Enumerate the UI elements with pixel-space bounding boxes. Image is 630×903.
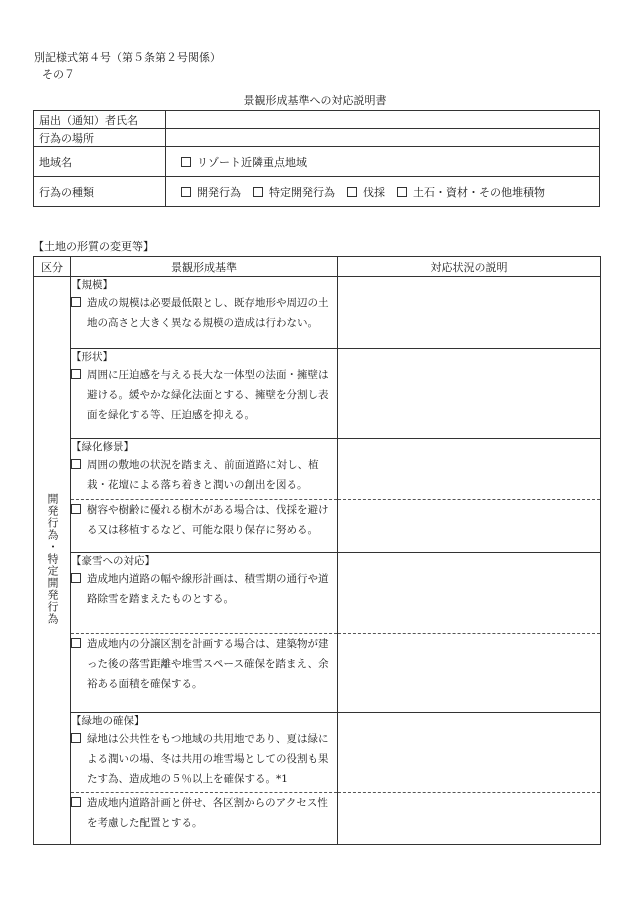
info-row-location	[34, 129, 600, 147]
checkbox[interactable]	[397, 187, 407, 197]
criteria-text: 樹容や樹齢に優れる樹木がある場合は、伐採を避ける又は移植するなど、可能な限り保存に努める。	[87, 504, 329, 536]
checkbox[interactable]	[181, 187, 191, 197]
kind-option-label: 開発行為	[197, 185, 241, 199]
location-label: 行為の場所	[34, 129, 166, 147]
section-title: 【土地の形質の変更等】	[33, 240, 154, 253]
checkbox[interactable]	[253, 187, 263, 197]
area-options	[166, 147, 600, 177]
response-cell[interactable]	[338, 793, 601, 845]
checkbox[interactable]	[71, 797, 81, 807]
area-label: 地域名	[34, 147, 166, 177]
criteria-item	[71, 365, 337, 425]
criteria-group-heading: 【規模】	[71, 279, 113, 291]
category-label: 開発行為・特定開発行為	[46, 493, 59, 625]
checkbox[interactable]	[71, 297, 81, 307]
location-field[interactable]	[166, 129, 600, 147]
applicant-label: 届出（通知）者氏名	[34, 111, 166, 129]
criteria-cell	[71, 277, 338, 349]
kind-option-label: 特定開発行為	[269, 185, 335, 199]
kind-option-label: 土石・資材・その他堆積物	[413, 185, 545, 199]
header-category: 区分	[34, 257, 71, 277]
category-cell	[34, 277, 71, 845]
criteria-item	[71, 500, 337, 540]
info-row-area	[34, 147, 600, 177]
criteria-table	[33, 256, 601, 845]
criteria-group-heading: 【形状】	[71, 351, 113, 363]
applicant-name-field[interactable]	[166, 111, 600, 129]
criteria-group-heading: 【緑地の確保】	[71, 715, 145, 727]
criteria-cell	[71, 793, 338, 845]
criteria-item	[71, 729, 337, 789]
criteria-text: 周囲の敷地の状況を踏まえ、前面道路に対し、植栽・花壇による落ち着きと潤いの創出を図る。	[87, 459, 319, 491]
criteria-header-row	[34, 257, 601, 277]
criteria-row	[34, 500, 601, 553]
criteria-cell	[71, 500, 338, 553]
criteria-group-heading: 【豪雪への対応】	[71, 555, 155, 567]
criteria-row	[34, 634, 601, 713]
response-cell[interactable]	[338, 277, 601, 349]
criteria-row	[34, 793, 601, 845]
criteria-row	[34, 553, 601, 634]
area-option[interactable]	[181, 156, 307, 169]
checkbox[interactable]	[71, 638, 81, 648]
criteria-cell	[71, 439, 338, 500]
criteria-group-heading: 【緑化修景】	[71, 441, 134, 453]
criteria-text: 周囲に圧迫感を与える長大な一体型の法面・擁壁は避ける。緩やかな緑化法面とする、擁壁を分割し表面を緑化する等、圧迫感を抑える。	[87, 369, 329, 421]
checkbox[interactable]	[71, 733, 81, 743]
form-sub-number: その７	[42, 68, 75, 81]
criteria-text: 造成地内道路計画と併せ、各区割からのアクセス性を考慮した配置とする。	[87, 797, 328, 829]
criteria-text: 造成の規模は必要最低限とし、既存地形や周辺の土地の高さと大きく異なる規模の造成は行わない。	[87, 297, 329, 329]
response-cell[interactable]	[338, 553, 601, 634]
kind-option-logging[interactable]	[347, 186, 385, 199]
criteria-cell	[71, 553, 338, 634]
document-title: 景観形成基準への対応説明書	[243, 94, 387, 107]
info-row-kind	[34, 177, 600, 207]
kind-option-label: 伐採	[363, 185, 385, 199]
criteria-cell	[71, 634, 338, 713]
criteria-row	[34, 713, 601, 793]
criteria-cell	[71, 349, 338, 439]
kind-label: 行為の種類	[34, 177, 166, 207]
header-criteria: 景観形成基準	[71, 257, 338, 277]
response-cell[interactable]	[338, 634, 601, 713]
kind-option-development[interactable]	[181, 186, 241, 199]
criteria-item	[71, 455, 337, 495]
criteria-row	[34, 349, 601, 439]
criteria-text: 造成地内道路の幅や線形計画は、積雪期の通行や道路除雪を踏まえたものとする。	[87, 573, 329, 605]
info-row-applicant	[34, 111, 600, 129]
kind-option-stockpile[interactable]	[397, 186, 545, 199]
checkbox[interactable]	[71, 369, 81, 379]
criteria-item	[71, 634, 337, 694]
checkbox[interactable]	[71, 504, 81, 514]
response-cell[interactable]	[338, 349, 601, 439]
header-response: 対応状況の説明	[338, 257, 601, 277]
info-table	[33, 110, 600, 207]
criteria-item	[71, 793, 337, 833]
response-cell[interactable]	[338, 500, 601, 553]
kind-option-specific-development[interactable]	[253, 186, 335, 199]
criteria-item	[71, 569, 337, 609]
criteria-row	[34, 439, 601, 500]
criteria-text: 造成地内の分譲区割を計画する場合は、建築物が建った後の落雪距離や堆雪スペース確保を踏まえ、余裕ある面積を確保する。	[87, 638, 329, 690]
criteria-row	[34, 277, 601, 349]
checkbox[interactable]	[71, 573, 81, 583]
criteria-text: 緑地は公共性をもつ地域の共用地であり、夏は緑による潤いの場、冬は共用の堆雪場としての役割も果たす為、造成地の５％以上を確保する。*1	[87, 733, 329, 785]
criteria-item	[71, 293, 337, 333]
form-number: 別記様式第４号（第５条第２号関係）	[34, 51, 221, 64]
response-cell[interactable]	[338, 439, 601, 500]
criteria-cell	[71, 713, 338, 793]
response-cell[interactable]	[338, 713, 601, 793]
area-option-label: リゾート近隣重点地域	[197, 155, 307, 169]
checkbox[interactable]	[181, 157, 191, 167]
checkbox[interactable]	[347, 187, 357, 197]
kind-options	[166, 177, 600, 207]
checkbox[interactable]	[71, 459, 81, 469]
